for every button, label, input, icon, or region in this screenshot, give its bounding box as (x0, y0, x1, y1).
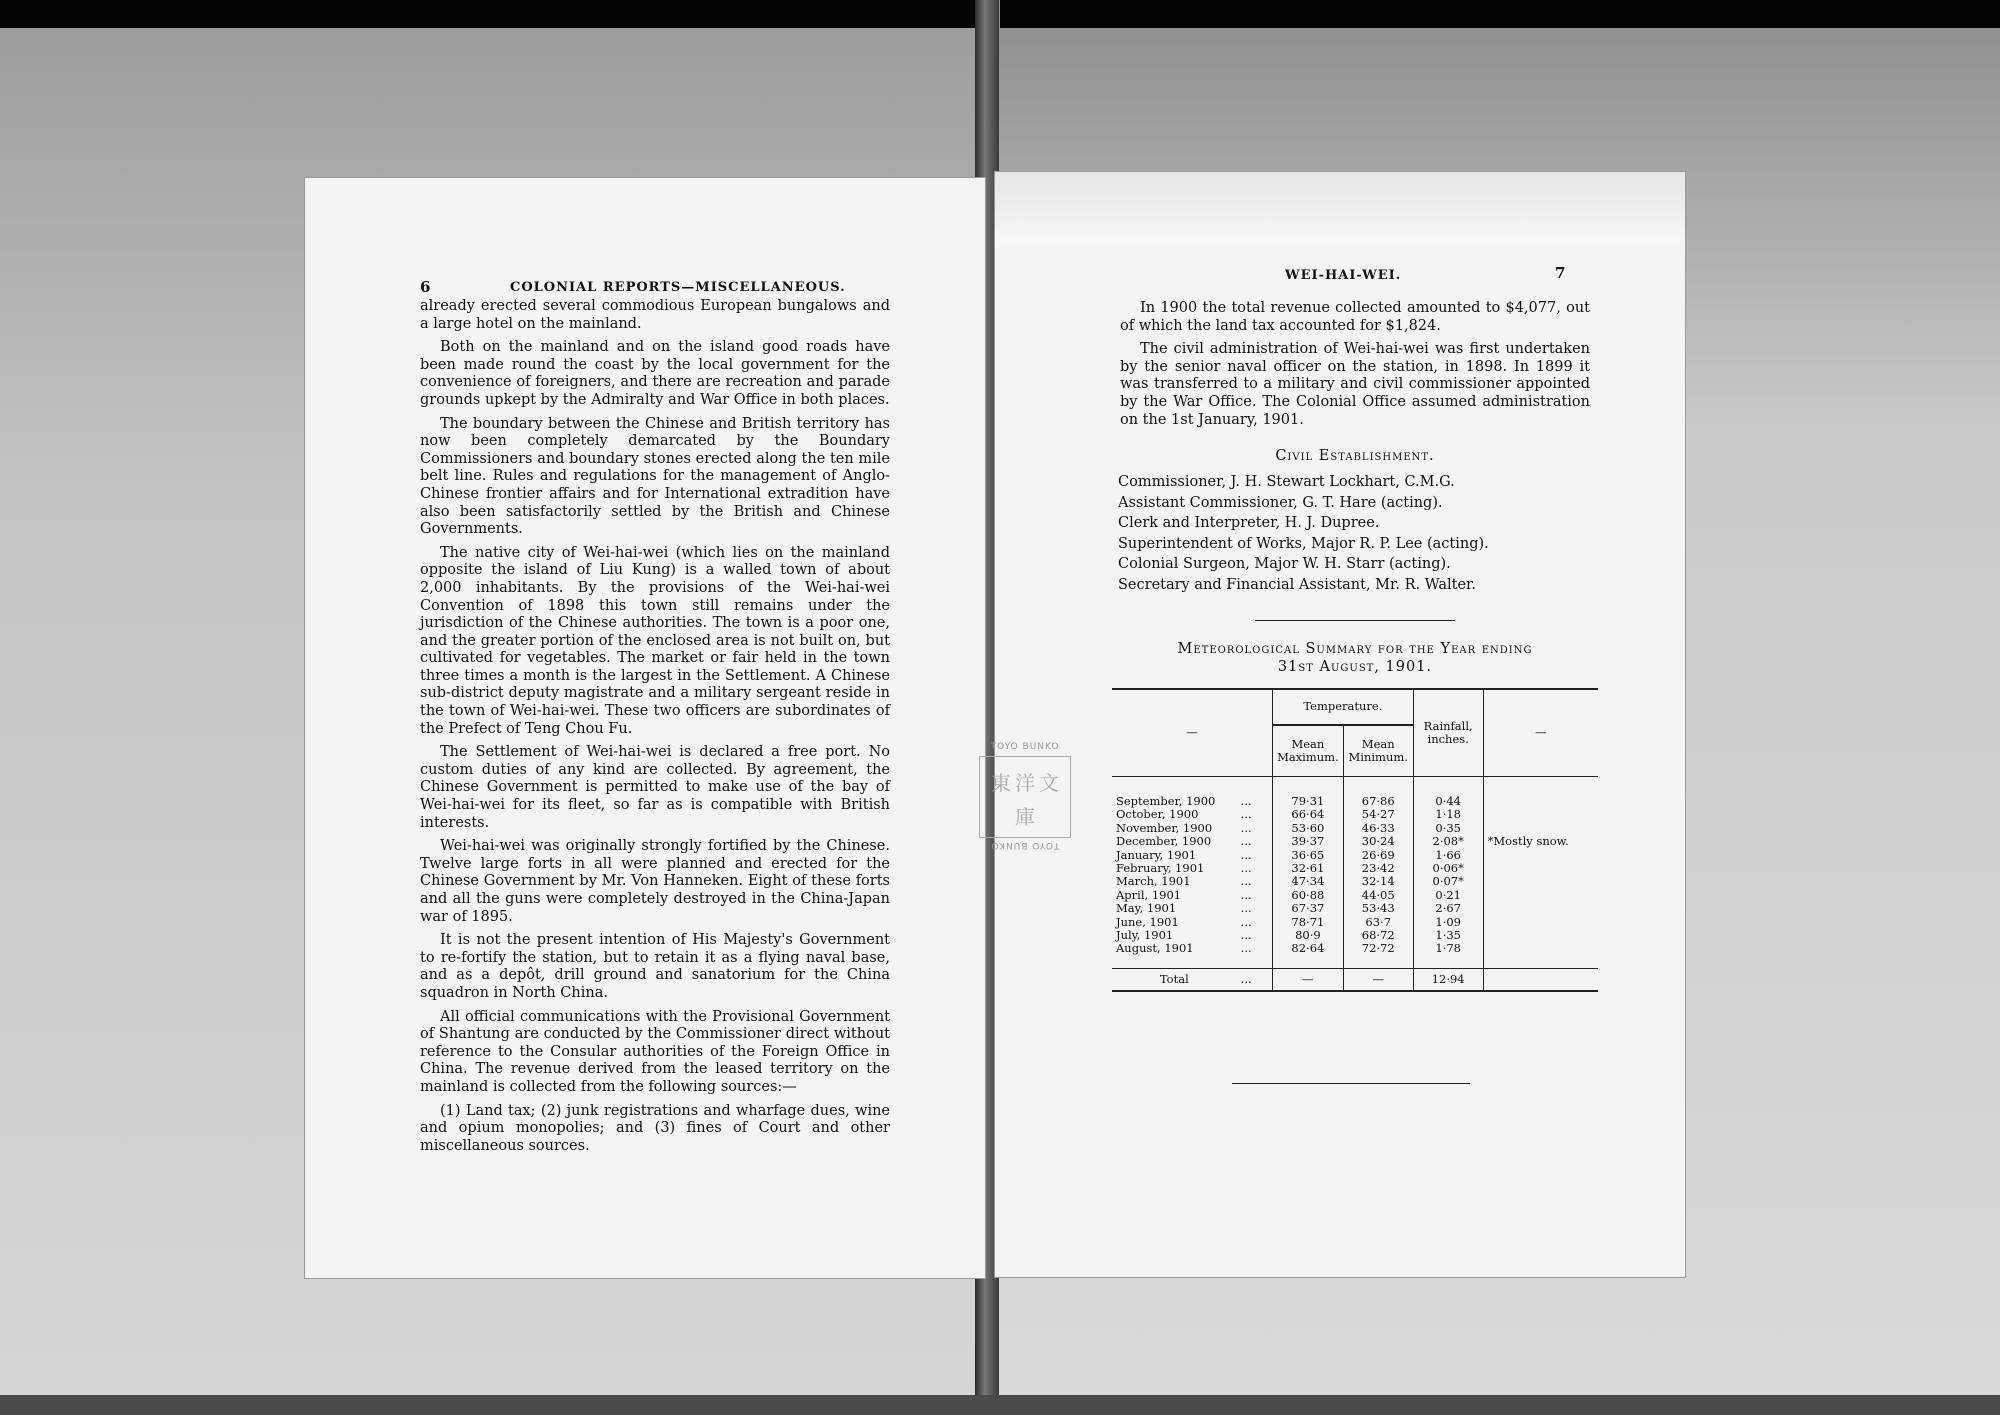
end-divider (1232, 1083, 1470, 1084)
total-min: — (1343, 968, 1413, 991)
mean-max-cell: 53·60 (1273, 822, 1344, 835)
rainfall-cell: 1·66 (1413, 849, 1483, 862)
top-black-bar-right (1000, 0, 2000, 28)
staff-item: Superintendent of Works, Major R. P. Lee (acting). (1118, 535, 1489, 552)
staff-list (1118, 472, 1618, 595)
stamp-glyphs: 東洋文庫 (991, 771, 1063, 829)
month-cell: June, 1901 (1116, 914, 1179, 929)
mean-min-cell: 63·7 (1343, 916, 1413, 929)
met-row (1112, 875, 1598, 888)
header-mean-min: Mean Minimum. (1343, 725, 1413, 777)
met-row (1112, 889, 1598, 902)
left-page-body (420, 298, 890, 1161)
bottom-strip (0, 1395, 2000, 1415)
civil-establishment-heading: Civil Establishment. (1275, 448, 1435, 464)
stamp-text-top: TOYO BUNKO (990, 742, 1060, 752)
ellipsis-cell: ... (1240, 820, 1252, 835)
paragraph: All official communications with the Provisional Government of Shantung are conducted by the Commissioner direct without reference to the Consular authorities of the Foreign Office in China. The revenue derived from the leased territory on the mainland is collected from the following sources:— (420, 1008, 890, 1095)
met-row (1112, 808, 1598, 821)
note-cell (1483, 862, 1598, 875)
mean-max-cell: 39·37 (1273, 835, 1344, 848)
mean-min-cell: 30·24 (1343, 835, 1413, 848)
month-cell: December, 1900 (1116, 834, 1212, 849)
stamp-text-bottom: TOYO BUNKO (990, 840, 1060, 850)
paragraph: It is not the present intention of His Majesty's Government to re-fortify the station, but to retain it as a flying naval base, and as a depôt, drill ground and sanatorium for the China squadron in North China. (420, 932, 890, 1001)
mean-min-cell: 23·42 (1343, 862, 1413, 875)
month-cell: March, 1901 (1116, 874, 1191, 889)
met-row (1112, 862, 1598, 875)
header-mean-max: Mean Maximum. (1273, 725, 1344, 777)
met-title-line1: Meteorological Summary for the Year ending (1177, 641, 1533, 657)
left-page-number: 6 (420, 278, 431, 296)
month-cell: October, 1900 (1116, 807, 1199, 822)
rainfall-cell: 1·09 (1413, 916, 1483, 929)
mean-min-cell: 72·72 (1343, 942, 1413, 955)
note-cell (1483, 849, 1598, 862)
mean-max-cell: 47·34 (1273, 875, 1344, 888)
met-data-rows (1112, 795, 1598, 956)
rainfall-cell: 0·44 (1413, 795, 1483, 808)
ellipsis-cell: ... (1240, 887, 1252, 902)
month-cell: May, 1901 (1116, 901, 1177, 916)
note-cell (1483, 822, 1598, 835)
ellipsis-cell: ... (1240, 794, 1252, 808)
mean-min-cell: 46·33 (1343, 822, 1413, 835)
spacer-row (1112, 956, 1598, 969)
header-temperature: Temperature. (1273, 689, 1414, 725)
paragraph: The civil administration of Wei-hai-wei was first undertaken by the senior naval officer on the station, in 1898. In 1899 it was transferred to a military and civil commissioner appointed by the War Office. The Colonial Office assumed administration on the 1st January, 1901. (1120, 341, 1590, 428)
month-cell: November, 1900 (1116, 820, 1213, 835)
note-cell (1483, 808, 1598, 821)
rainfall-cell: 1·78 (1413, 942, 1483, 955)
met-row (1112, 822, 1598, 835)
ellipsis-cell: ... (1240, 928, 1252, 943)
met-summary-title (1120, 640, 1590, 676)
note-cell: *Mostly snow. (1487, 834, 1569, 849)
staff-item: Clerk and Interpreter, H. J. Dupree. (1118, 515, 1380, 531)
rainfall-cell: 1·18 (1413, 808, 1483, 821)
month-cell: September, 1900 (1116, 794, 1216, 808)
mean-min-cell: 53·43 (1343, 902, 1413, 915)
mean-max-cell: 82·64 (1273, 942, 1344, 955)
met-row (1112, 942, 1598, 955)
paragraph: (1) Land tax; (2) junk registrations and wharfage dues, wine and opium monopolies; and (3) fines of Court and other miscellaneous sources. (420, 1102, 890, 1154)
month-cell: April, 1901 (1116, 887, 1182, 902)
meteorological-table (1112, 688, 1598, 992)
rainfall-cell: 0·07* (1413, 875, 1483, 888)
month-cell: July, 1901 (1116, 928, 1174, 943)
paragraph: The boundary between the Chinese and British territory has now been completely demarcated by the Boundary Commissioners and boundary stones erected along the ten mile belt line. Rules and regulations for the management of Anglo-Chinese frontier affairs and for International extradition have also been satisfactorily settled by the British and Chinese Governments. (420, 415, 890, 538)
right-page-body (1120, 300, 1590, 435)
mean-max-cell: 80·9 (1273, 929, 1344, 942)
ellipsis-cell: ... (1240, 807, 1252, 822)
paragraph: Both on the mainland and on the island good roads have been made round the coast by the local government for the convenience of foreigners, and there are recreation and parade grounds upkept by the Admiralty and War Office in both places. (420, 339, 890, 408)
mean-min-cell: 32·14 (1343, 875, 1413, 888)
note-cell (1483, 942, 1598, 955)
rainfall-cell: 2·67 (1413, 902, 1483, 915)
mean-max-cell: 32·61 (1273, 862, 1344, 875)
spacer-row (1112, 777, 1598, 796)
mean-max-cell: 60·88 (1273, 889, 1344, 902)
month-cell: January, 1901 (1116, 847, 1197, 862)
rainfall-cell: 2·08* (1413, 835, 1483, 848)
met-row (1112, 902, 1598, 915)
ellipsis-cell: ... (1240, 861, 1252, 876)
rainfall-cell: 0·21 (1413, 889, 1483, 902)
right-page-number: 7 (1555, 264, 1566, 282)
note-cell (1483, 889, 1598, 902)
note-cell (1483, 929, 1598, 942)
left-running-head: COLONIAL REPORTS—MISCELLANEOUS. (510, 280, 846, 295)
mean-min-cell: 44·05 (1343, 889, 1413, 902)
ellipsis-cell: ... (1240, 914, 1252, 929)
ellipsis-cell: ... (1240, 874, 1252, 889)
ellipsis-cell: ... (1240, 941, 1252, 956)
note-cell (1483, 916, 1598, 929)
mean-min-cell: 67·86 (1343, 795, 1413, 808)
note-cell (1483, 875, 1598, 888)
header-blank-left: — (1112, 689, 1273, 777)
header-rainfall: Rainfall, inches. (1413, 689, 1483, 777)
total-ellipsis: ... (1237, 968, 1273, 991)
mean-max-cell: 66·64 (1273, 808, 1344, 821)
mean-max-cell: 78·71 (1273, 916, 1344, 929)
met-row (1112, 849, 1598, 862)
note-cell (1483, 795, 1598, 808)
ellipsis-cell: ... (1240, 847, 1252, 862)
paragraph: Wei-hai-wei was originally strongly fortified by the Chinese. Twelve large forts in all were planned and erected for the Chinese Government by Mr. Von Hanneken. Eight of these forts and all the guns were completely destroyed in the China-Japan war of 1895. (420, 838, 890, 925)
right-page-fold-shadow (995, 172, 1685, 242)
met-row (1112, 795, 1598, 808)
ellipsis-cell: ... (1240, 901, 1252, 916)
met-table-body (1112, 777, 1598, 796)
mean-max-cell: 67·37 (1273, 902, 1344, 915)
staff-item: Commissioner, J. H. Stewart Lockhart, C.M.G. (1118, 474, 1455, 490)
mean-max-cell: 79·31 (1273, 795, 1344, 808)
section-divider (1255, 620, 1455, 621)
staff-item: Secretary and Financial Assistant, Mr. R. Walter. (1118, 576, 1477, 593)
mean-min-cell: 54·27 (1343, 808, 1413, 821)
top-black-bar-left (0, 0, 980, 28)
ellipsis-cell: ... (1240, 834, 1252, 849)
total-label: Total (1112, 968, 1237, 991)
met-row (1112, 835, 1598, 848)
rainfall-cell: 0·35 (1413, 822, 1483, 835)
paragraph: In 1900 the total revenue collected amounted to $4,077, out of which the land tax accounted for $1,824. (1120, 300, 1590, 334)
met-title-line2: 31st August, 1901. (1277, 659, 1433, 675)
total-rain: 12·94 (1413, 968, 1483, 991)
total-row (1112, 968, 1598, 991)
staff-item: Colonial Surgeon, Major W. H. Starr (acting). (1118, 556, 1451, 572)
note-cell (1483, 902, 1598, 915)
mean-min-cell: 26·69 (1343, 849, 1413, 862)
paragraph: The native city of Wei-hai-wei (which lies on the mainland opposite the island of Liu Kung) is a walled town of about 2,000 inhabitants. By the provisions of the Wei-hai-wei Convention of 1898 this town still remains under the jurisdiction of the Chinese authorities. The town is a poor one, and the greater portion of the enclosed area is not built on, but cultivated for vegetables. The market or fair held in the town three times a month is the largest in the Settlement. A Chinese sub-district deputy magistrate and a military sergeant reside in the town of Wei-hai-wei. These two officers are subordinates of the Prefect of Teng Chou Fu. (420, 544, 890, 737)
rainfall-cell: 1·35 (1413, 929, 1483, 942)
rainfall-cell: 0·06* (1413, 862, 1483, 875)
month-cell: August, 1901 (1116, 941, 1194, 956)
header-blank-right: — (1483, 689, 1598, 777)
paragraph: The Settlement of Wei-hai-wei is declared a free port. No custom duties of any kind are collected. By agreement, the Chinese Government is permitted to make use of the bay of Wei-hai-wei for its fleet, so far as is compatible with British interests. (420, 744, 890, 831)
met-row (1112, 916, 1598, 929)
total-max: — (1273, 968, 1344, 991)
paragraph: already erected several commodious European bungalows and a large hotel on the mainland. (420, 298, 890, 332)
staff-item: Assistant Commissioner, G. T. Hare (acting). (1118, 494, 1443, 511)
library-stamp (975, 742, 1075, 852)
met-row (1112, 929, 1598, 942)
right-running-head: WEI-HAI-WEI. (1285, 268, 1402, 283)
mean-max-cell: 36·65 (1273, 849, 1344, 862)
mean-min-cell: 68·72 (1343, 929, 1413, 942)
month-cell: February, 1901 (1116, 861, 1205, 876)
